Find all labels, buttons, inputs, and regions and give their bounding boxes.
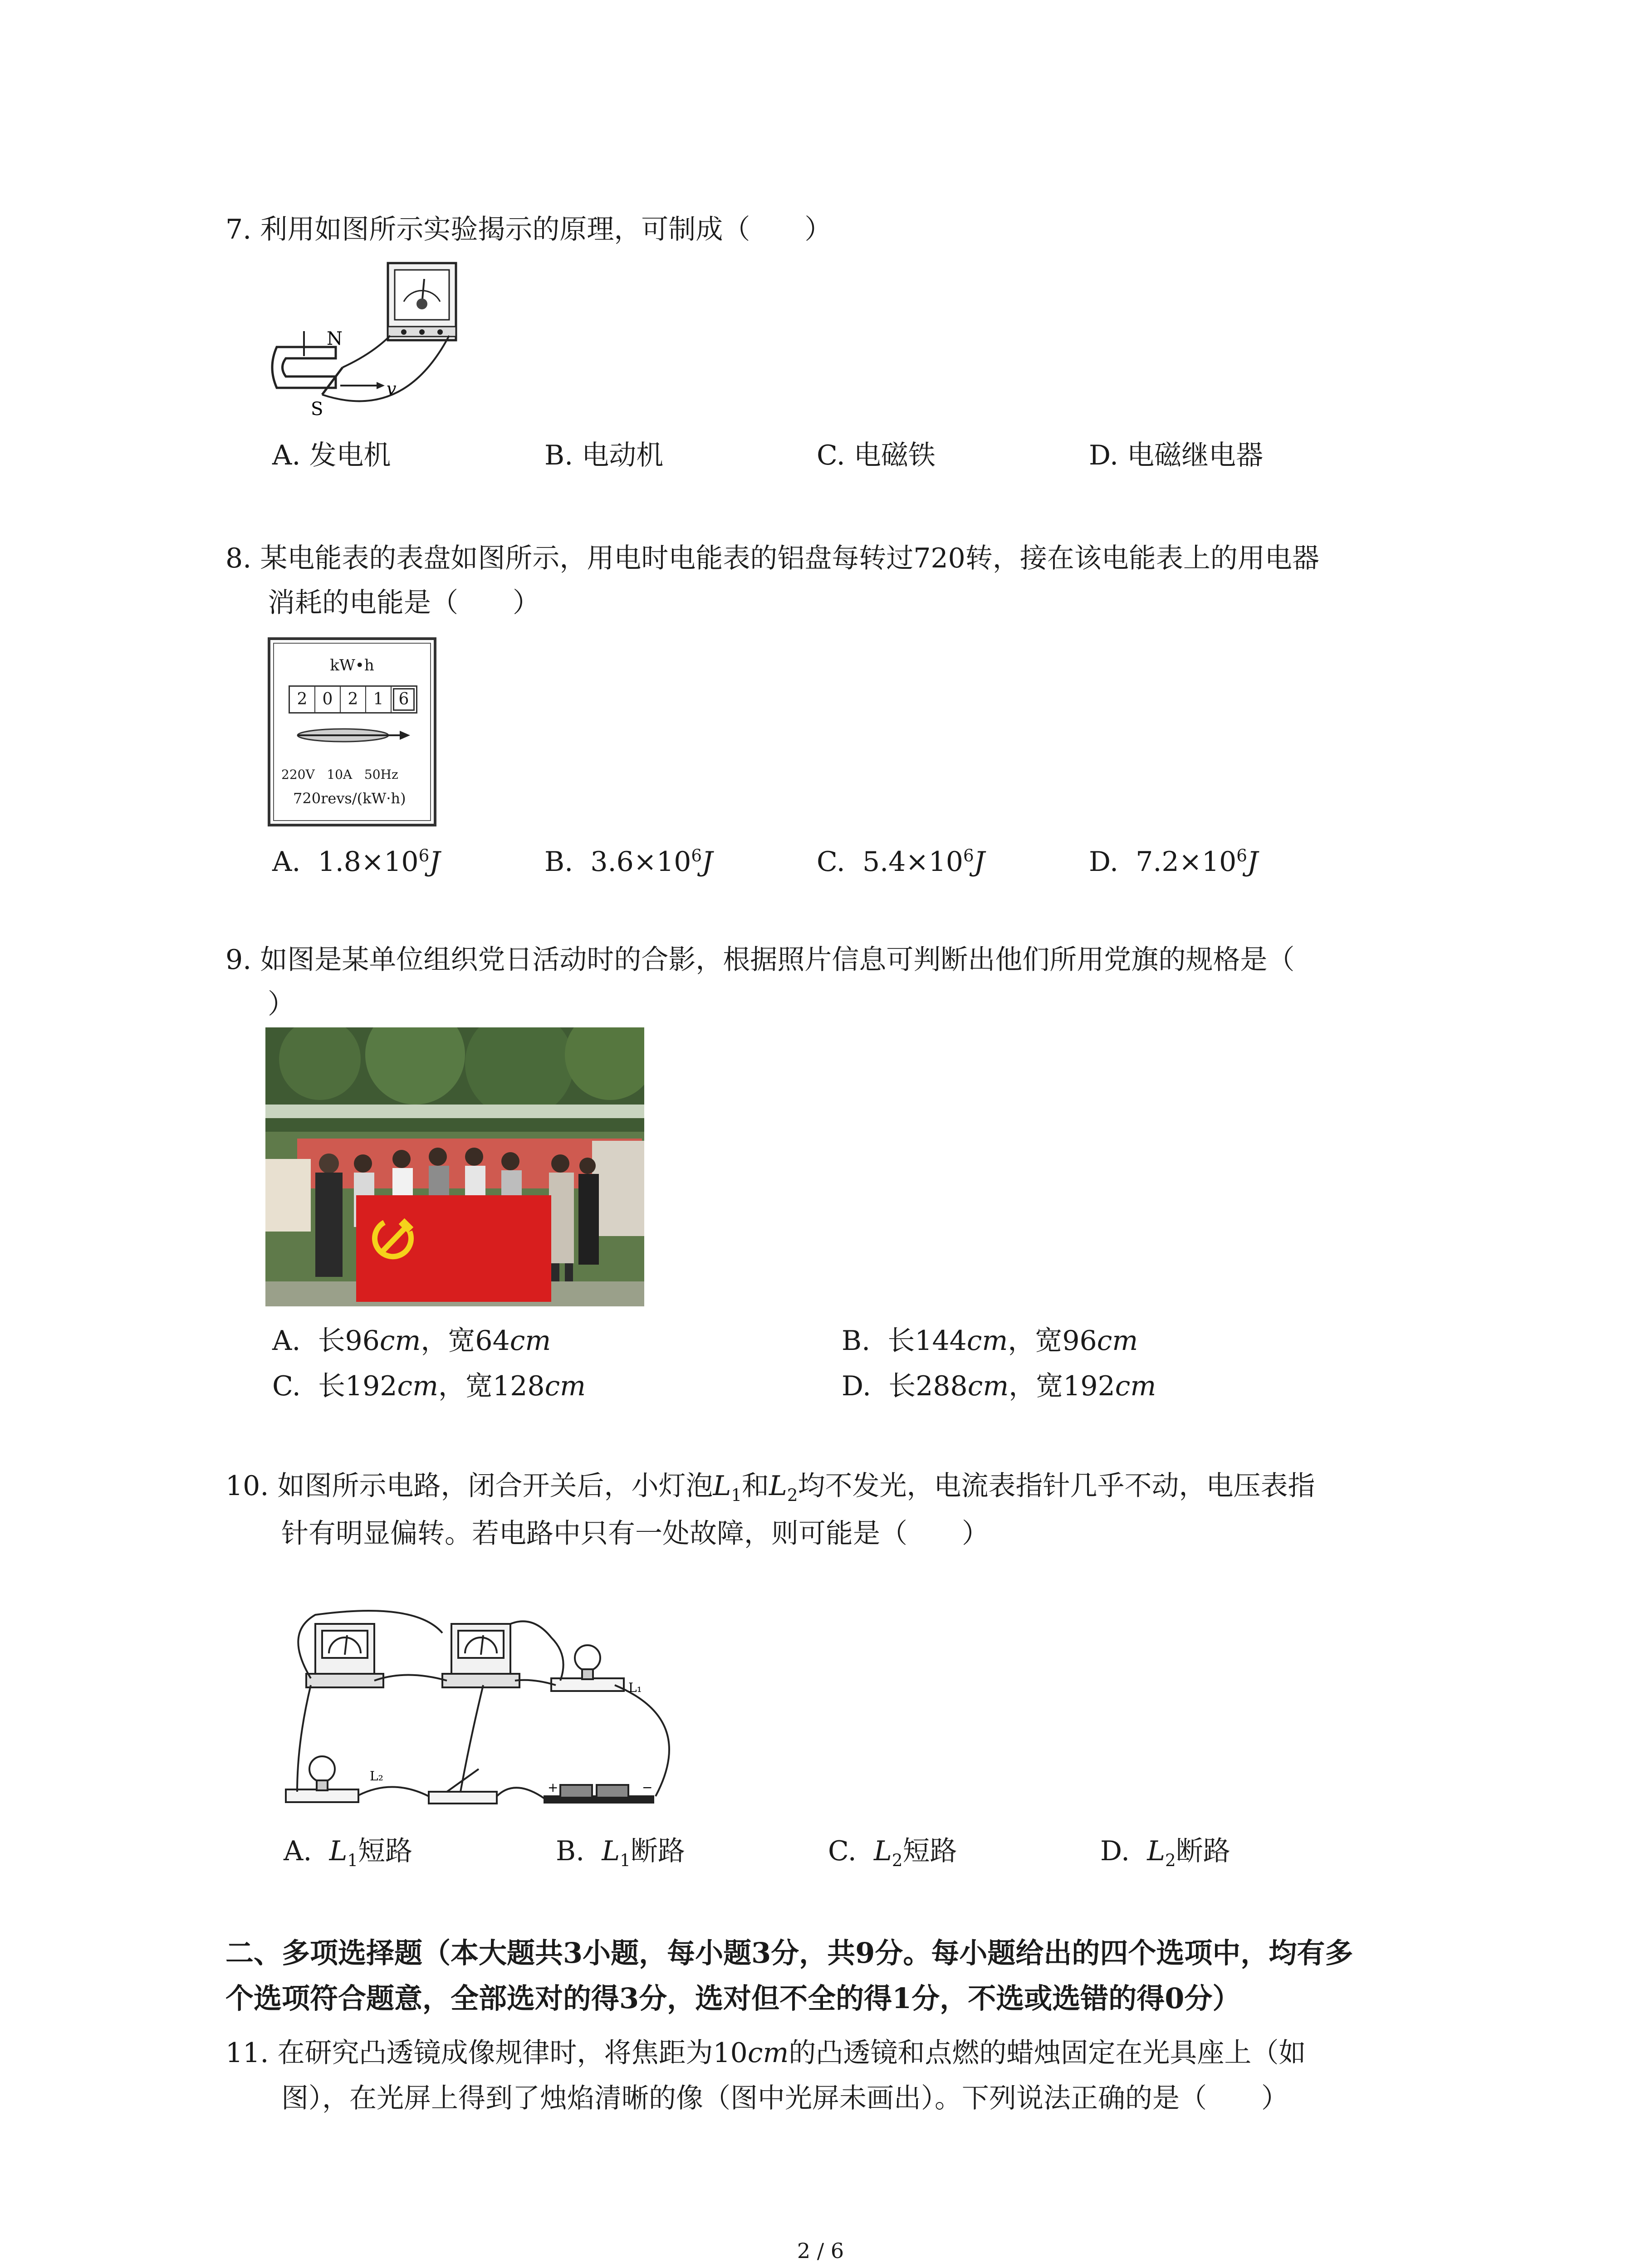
section2-heading-line1: 二、多项选择题（本大题共3小题，每小题3分，共9分。每小题给出的四个选项中，均有多	[225, 1936, 1353, 1970]
q8-stem-line1: 8. 某电能表的表盘如图所示，用电时电能表的铝盘每转过720转，接在该电能表上的用电器	[225, 543, 1319, 574]
meter-digit: 2	[341, 687, 366, 712]
q8-option-a: A. $1.8\times 10^6J$	[272, 846, 441, 878]
page-number: 2 / 6	[797, 2239, 844, 2263]
section2-heading-line2: 个选项符合题意，全部选对的得3分，选对但不全的得1分，不选或选错的得0分）	[225, 1982, 1241, 2015]
label-n: N	[327, 328, 343, 349]
label-plus: +	[548, 1780, 558, 1795]
q7-figure-galvanometer-induction	[268, 259, 467, 422]
q10-option-d: D. $L_2$断路	[1100, 1835, 1230, 1870]
q9-option-a: A. 长96cm，宽64cm	[272, 1325, 551, 1357]
switch	[429, 1792, 497, 1804]
q8-option-c: C. $5.4\times 10^6J$	[817, 846, 985, 878]
meter-digit: 2	[290, 687, 315, 712]
q7-option-a: A. 发电机	[272, 440, 391, 471]
q8-stem-line2: 消耗的电能是（ ）	[268, 587, 540, 619]
q9-option-b: B. 长144cm，宽96cm	[842, 1325, 1138, 1357]
meter-digit: 1	[366, 687, 392, 712]
meter-disc-arrow-icon	[293, 724, 411, 747]
label-l1: L₁	[628, 1680, 642, 1695]
q9-option-c: C. 长192cm，宽128cm	[272, 1370, 586, 1402]
group-photo-with-party-flag	[265, 1027, 644, 1306]
lamp-l1-base	[551, 1678, 624, 1691]
q9-stem-line1: 9. 如图是某单位组织党日活动时的合影，根据照片信息可判断出他们所用党旗的规格是（	[225, 944, 1295, 976]
q9-stem-line2: ）	[268, 988, 295, 1020]
q7-option-b: B. 电动机	[544, 440, 664, 471]
label-minus: −	[642, 1780, 653, 1795]
q10-circuit-figure	[279, 1606, 699, 1828]
q8-option-b: B. $3.6\times 10^6J$	[544, 846, 713, 878]
meter-digits	[289, 685, 417, 714]
q11-stem-line2: 图），在光屏上得到了烛焰清晰的像（图中光屏未画出）。下列说法正确的是（ ）	[281, 2082, 1288, 2114]
meter-revs: 720revs/(kW·h)	[293, 790, 406, 807]
meter-digit: 0	[315, 687, 341, 712]
q10-option-c: C. $L_2$短路	[828, 1835, 957, 1870]
q10-stem-line2: 针有明显偏转。若电路中只有一处故障，则可能是（ ）	[281, 1518, 989, 1549]
meter-specs: 220V 10A 50Hz	[281, 767, 398, 782]
q10-option-b: B. $L_1$断路	[556, 1835, 685, 1870]
label-l2: L₂	[370, 1769, 383, 1784]
label-v: v	[387, 379, 397, 399]
q8-option-d: D. $7.2\times 10^6J$	[1089, 846, 1258, 878]
q7-option-d: D. 电磁继电器	[1089, 440, 1264, 471]
meter-digit-decimal: 6	[392, 687, 416, 712]
q7-stem: 7. 利用如图所示实验揭示的原理，可制成（ ）	[225, 214, 832, 245]
q10-option-a: A. $L_1$短路	[284, 1835, 413, 1870]
q9-option-d: D. 长288cm，宽192cm	[842, 1370, 1156, 1402]
electricity-meter-figure	[268, 637, 436, 826]
q10-stem-line1: 10. 如图所示电路，闭合开关后，小灯泡$L_1$和$L_2$均不发光，电流表指针几乎不动，电压表指	[225, 1470, 1315, 1505]
label-s: S	[311, 399, 323, 420]
q11-stem-line1: 11. 在研究凸透镜成像规律时，将焦距为10cm的凸透镜和点燃的蜡烛固定在光具座上（如	[225, 2037, 1306, 2069]
q7-option-c: C. 电磁铁	[817, 440, 936, 471]
meter-unit: kW•h	[330, 656, 374, 675]
